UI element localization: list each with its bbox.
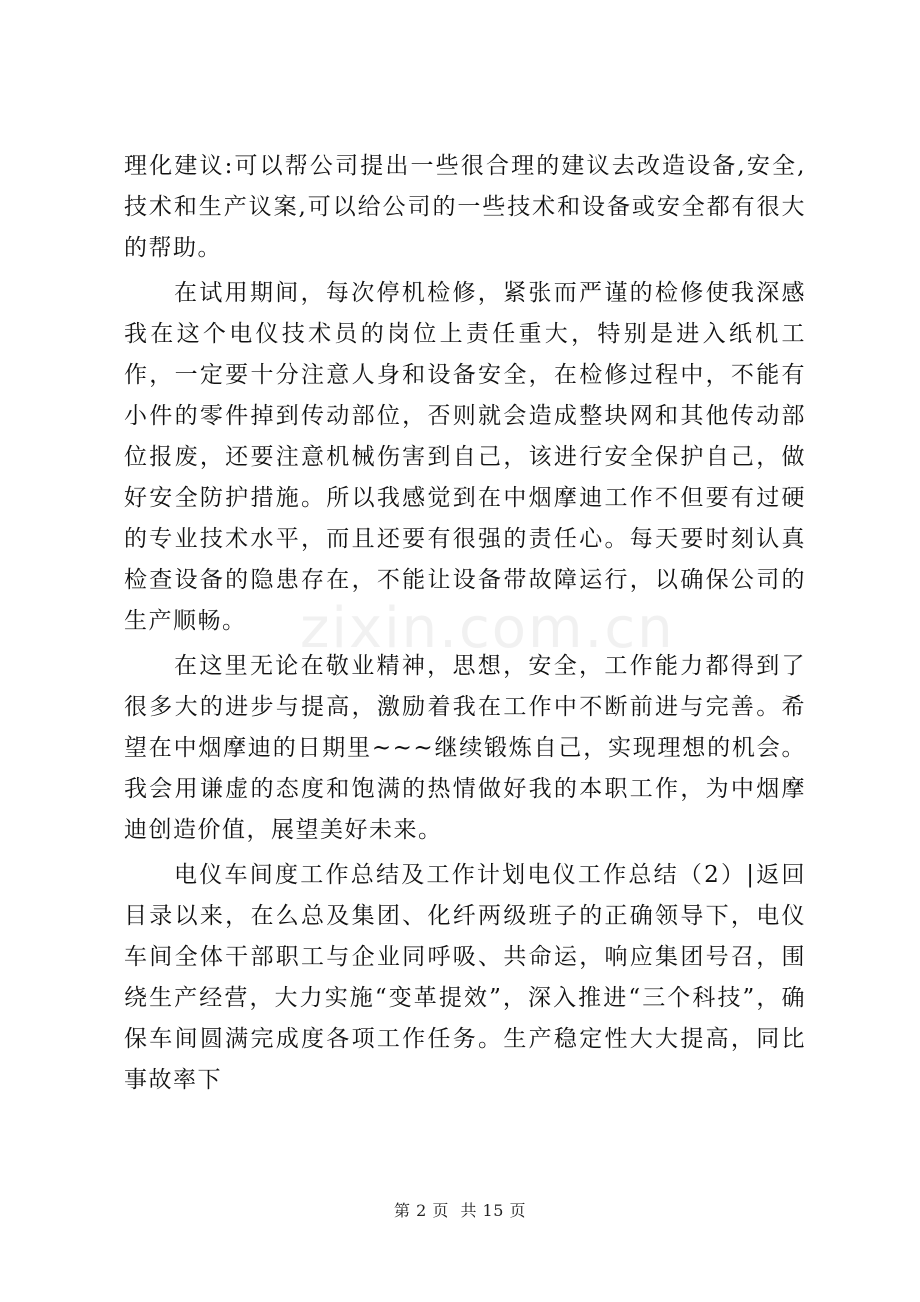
watermark: zixin.com.cn bbox=[300, 596, 675, 661]
paragraph-probation: 在试用期间，每次停机检修，紧张而严谨的检修使我深感我在这个电仪技术员的岗位上责任重大，特别是进入纸机工作，一定要十分注意人身和设备安全，在检修过程中，不能有小件的零件掉到传动部位，否则就会造成整块网和其他传动部位报废，还要注意机械伤害到自己，该进行安全保护自己，做好安全防护措施。所以我感觉到在中烟摩迪工作不但要有过硬的专业技术水平，而且还要有很强的责任心。每天要时刻认真检查设备的隐患存在，不能让设备带故障运行，以确保公司的生产顺畅。 bbox=[124, 280, 806, 634]
body-text bbox=[124, 146, 806, 1105]
page-footer bbox=[0, 1198, 920, 1221]
paragraph-continued: 理化建议:可以帮公司提出一些很合理的建议去改造设备,安全,技术和生产议案,可以给公司的一些技术和设备或安全都有很大的帮助。 bbox=[124, 153, 806, 261]
paragraph-summary: 电仪车间度工作总结及工作计划电仪工作总结（2）|返回目录以来，在么总及集团、化纤两级班子的正确领导下，电仪车间全体干部职工与企业同呼吸、共命运，响应集团号召，围绕生产经营，大力实施“变革提效”，深入推进“三个科技”，确保车间圆满完成度各项工作任务。生产稳定性大大提高，同比事故率下 bbox=[124, 862, 806, 1093]
page-number: 第 2 页 bbox=[394, 1201, 449, 1220]
paragraph-progress: 在这里无论在敬业精神，思想，安全，工作能力都得到了很多大的进步与提高，激励着我在工作中不断前进与完善。希望在中烟摩迪的日期里~~~继续锻炼自己，实现理想的机会。我会用谦虚的态度和饱满的热情做好我的本职工作，为中烟摩迪创造价值，展望美好未来。 bbox=[124, 653, 806, 843]
page-total: 共 15 页 bbox=[460, 1201, 526, 1220]
